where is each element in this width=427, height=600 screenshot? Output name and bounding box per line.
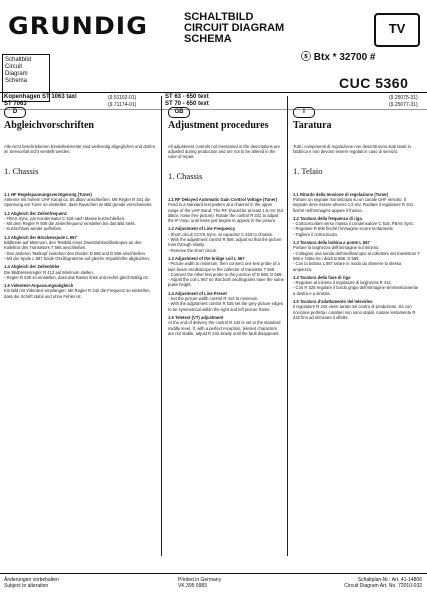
footer-center [178, 577, 221, 589]
subsection-heading: 1.2 Adjustment of Line Frequency [168, 226, 236, 232]
document-title [184, 12, 284, 45]
intro-en: All adjustment controls not mentioned in the descriptions are adjusted during production and are not to be altered in the case of repair. [168, 143, 282, 160]
footer-note: Subject to alteration [4, 583, 49, 589]
doc-type-line: Circuit [5, 64, 23, 70]
subsection-heading: 1.1 Ritardo della tensione di regolazione (Tuner) [293, 191, 389, 197]
footer-right [310, 577, 422, 589]
subsection-text: Il regolatore R 242 viene tarato nel centro di produzione. Se con ricezione perfetta i caratteri non sono stabili, ruotare lentamente R 242 fino ad eliminare il difetto. [293, 304, 417, 320]
chapter-en: 1. Chassis [168, 171, 203, 182]
tv-badge [374, 13, 420, 47]
section-title-en: Adjustment procedures [168, 120, 269, 131]
model-b1: (9.51102-01) [108, 95, 137, 101]
body-de [4, 192, 156, 299]
subsection-heading: 1.3 Taratura della bobina a ponte L 567 [293, 240, 370, 246]
footer-divider [0, 573, 427, 574]
doc-type-line: Diagram [5, 71, 28, 77]
subsection-text: - Regolare al minimo il regolatore di larghezza R 412. - Con R 525 regolare il bordo grigio dell'immagine simmetricamente a destra e a sinistra. [293, 280, 419, 296]
chapter-de: 1. Chassis [4, 165, 39, 176]
model-b2: (9.71174-01) [108, 102, 137, 108]
subsection-text: Antenne mit hohem UHF Kanal ca. 55 dBuV anschließen. Mit Regler R 341 die Spannung am Tuner so einstellen, dass Rauschen im Bild gerade verschwindet. [4, 196, 153, 208]
column-it [293, 133, 421, 326]
footer-note: Schaltplan-Nr.: Art. 41-14806 [357, 577, 422, 583]
subsection-text: Bildbreite auf Minimum, den Testbild eines Zweistrahloszilloskopes an den Kollektor des Transistors T 566 anschließen. - Den anderen Tastkopf zwischen den Dioden D 568 und D 569 anschließen. - Mit der Spule L 567 beide Oszillogramme auf gleiche Impulshöhe abgleichen. [4, 240, 151, 261]
lang-flag-gb: GB [168, 107, 190, 118]
subsection-heading: 1.5 Taratura d'adattamento del televideo [293, 299, 373, 305]
order-number: ⓢ Btx * 32700 # [301, 52, 376, 63]
subsection-heading: 1.4 Abgleich der Zeilenhöhe [4, 264, 60, 270]
subsection-heading: 1.2 Abgleich der Zeilenfrequenz [4, 210, 67, 216]
footer-note: VK 395 0983 [178, 583, 207, 589]
column-en [168, 133, 284, 341]
chassis-model: CUC 5360 [339, 75, 409, 91]
column-divider [287, 96, 288, 556]
footer-left [4, 577, 59, 589]
lang-flag-de: D [4, 107, 26, 118]
model-d2: (9.25077-31) [389, 102, 418, 108]
subsection-text: Portare un segnale monoscopio su un canale UHF elevato. Il segnale deve essere almeno 1,5 mV. Ruotare il regolatore R 341 finché nell'immagine appare il fruscio. [293, 196, 415, 213]
footer-note: Änderungen vorbehalten [4, 577, 59, 583]
title-line-3: SCHEMA [184, 33, 232, 45]
doc-type-line: Schaltbild [5, 57, 32, 63]
subsection-heading: 1.4 Taratura della fase di riga [293, 274, 351, 280]
lang-flag-it: I [293, 107, 315, 118]
chapter-it: 1. Telaio [293, 165, 323, 176]
subsection-heading: 1.1 RF Delayed Automatic Gain Control Voltage (Tuner) [168, 196, 278, 202]
model-d1: (9.25075-31) [389, 95, 418, 101]
doc-type-line: Schema [5, 78, 28, 84]
tv-badge-label: TV [388, 21, 406, 36]
subsection-heading: 1.3 Adjustment of the bridge coil L 567 [168, 255, 245, 261]
subsection-text: Ein Bild mit Videotext empfangen. Mit Regler R 242 die Frequenz so einstellen, dass die Schrift stabil und ohne Fehler ist. [4, 288, 152, 299]
models-divider [0, 109, 427, 110]
subsection-heading: 1.1 HF Regelspannungsverzögerung (Tuner) [4, 191, 92, 197]
subsection-text: Feed in a standard test pattern at a channel in the upper range of the UHF Band. The RF should be at least 1.5 mV (63 dBuV, noise free picture). Rotate the control R 341 to adjust the IF-Amp. until noise just begins to appear in the picture. [168, 202, 285, 224]
subsection-text: Die Bildbreitenregler R 412 auf Minimum stellen. - Regler R 525 so einstellen, dass das Raster links und rechts gleichmäßig ist. [4, 269, 149, 280]
title-line-2: CIRCUIT DIAGRAM [184, 22, 285, 34]
model-c2: ST 70 - 650 text [165, 101, 209, 107]
subsection-heading: 1.5 Videotext-Anpassungsabgleich [4, 283, 74, 289]
subsection-heading: 1.3 Abgleich der Brückenspule L 567 [4, 234, 77, 240]
subsection-text: - Short circuit CCVS Sync. at capacitor C 518 to chassis. - With the adjustment control R 506, adjust so that the picture runs through slowly. - Remove the short circuit. [168, 231, 282, 253]
subsection-heading: 1.4 Adjustment of Line Preset [168, 290, 227, 296]
model-a1: Kopenhagen ST 1063 taxi [4, 94, 77, 100]
subsection-text: - Set the picture width control R 412 to minimum. - With the adjustment control R 525 set the grey picture edges to be symmetrical within the right and left picture frame. [168, 296, 283, 312]
body-en [168, 197, 284, 336]
model-c1: ST 63 - 650 text [165, 94, 209, 100]
section-title-de: Abgleichvorschriften [4, 120, 94, 131]
intro-it: Tutti i componenti di regolazione non descritti sono stati tarati in fabbrica e non devono essere regolati in caso di servizio. [293, 143, 413, 154]
section-title-it: Taratura [293, 120, 332, 131]
header-divider [0, 92, 427, 93]
subsection-text: - FBAS Sync. am Kondensator C 518 nach Masse kurzschließen. - Mit dem Regler R 506 die Zeilenfrequenz einstellen bis das Bild steht. - Kurzschluss wieder aufheben. [4, 215, 136, 232]
model-a2: ST 7063 [4, 101, 27, 107]
subsection-text: - Picture width to minimum, then connect one test probe of a twin beam oscilloscope to the collector of transistor T 566. - Connect the other test probe to the junction of D 568, D 569. - Adjust the coil L 567 so that both oscillograms have the same pulse height. [168, 261, 284, 288]
title-line-1: SCHALTBILD [184, 11, 254, 23]
intro-de: Alle nicht beschriebenen Einstellelemente sind werkseitig abgeglichen und dürfen im Servicefall nicht verstellt werden. [4, 143, 157, 154]
column-divider [161, 96, 162, 556]
footer-note: Printed in Germany [178, 577, 222, 583]
brand-logo: GRUNDIG [8, 12, 148, 40]
body-it [293, 192, 421, 321]
subsection-heading: 1.5 Teletext (VT) adjustment [168, 314, 224, 320]
subsection-heading: 1.2 Taratura della frequenza di riga [293, 215, 362, 221]
subsection-text: Portare la larghezza dell'immagine sul minimo. - Collegare una sonda dell'oscilloscopio al collettore del transistore T 566 e l'altra tra i diodi D 568, D 569. - Con la bobina L 567 tarare in modo da ottenere la stessa ampiezza. [293, 245, 421, 272]
subsection-text: At the end of delivery the control R 242 is set to the standard middle level. If, with a perfect reception, teletext characters are not stable, adjust R 242 slowly until the fault disappears. [168, 320, 282, 336]
subsection-text: - Cortocircuitare verso massa il condensatore C 518, FBAS Sync. - Regolare R 506 finché l'immagine scorre lentamente. - Togliere il cortocircuito. [293, 221, 415, 237]
footer-note: Circuit Diagram Art. No. 72010-032 [344, 583, 422, 589]
column-de [4, 133, 156, 304]
